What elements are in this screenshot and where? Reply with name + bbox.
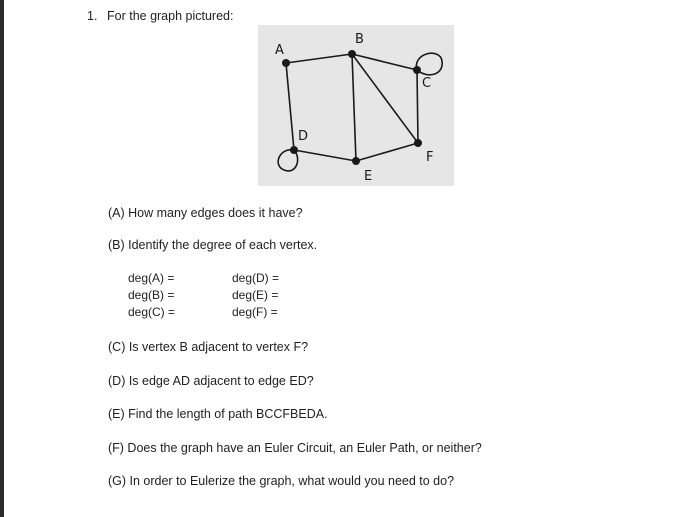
vertex-c bbox=[413, 66, 421, 74]
label-b: B bbox=[355, 32, 364, 47]
question-prompt: For the graph pictured: bbox=[107, 9, 234, 23]
label-e: E bbox=[364, 169, 373, 184]
label-f: F bbox=[426, 150, 434, 165]
part-g: (G) In order to Eulerize the graph, what would you need to do? bbox=[108, 474, 455, 488]
edge-de bbox=[294, 150, 356, 161]
label-c: C bbox=[422, 76, 432, 91]
deg-a: deg(A) = bbox=[128, 271, 175, 285]
part-d: (D) Is edge AD adjacent to edge ED? bbox=[108, 374, 314, 388]
label-a: A bbox=[275, 43, 284, 58]
vertex-b bbox=[348, 50, 356, 58]
left-border bbox=[0, 0, 4, 517]
graph-drawing bbox=[258, 25, 454, 186]
deg-b: deg(B) = bbox=[128, 288, 175, 302]
part-f: (F) Does the graph have an Euler Circuit, an Euler Path, or neither? bbox=[108, 441, 482, 455]
deg-e: deg(E) = bbox=[232, 288, 279, 302]
part-b: (B) Identify the degree of each vertex. bbox=[108, 238, 318, 252]
edge-ab bbox=[286, 54, 352, 63]
edge-ef bbox=[356, 143, 418, 161]
deg-c: deg(C) = bbox=[128, 305, 176, 319]
vertex-e bbox=[352, 157, 360, 165]
part-e: (E) Find the length of path BCCFBEDA. bbox=[108, 407, 328, 421]
edge-be bbox=[352, 54, 356, 161]
part-c: (C) Is vertex B adjacent to vertex F? bbox=[108, 340, 309, 354]
edge-ad bbox=[286, 63, 294, 150]
vertex-a bbox=[282, 59, 290, 67]
part-a: (A) How many edges does it have? bbox=[108, 206, 303, 220]
label-d: D bbox=[298, 129, 309, 144]
edge-cf bbox=[417, 70, 418, 143]
deg-d: deg(D) = bbox=[232, 271, 280, 285]
question-number: 1. bbox=[87, 9, 98, 23]
vertex-f bbox=[414, 139, 422, 147]
vertex-d bbox=[290, 146, 298, 154]
degree-list-left bbox=[128, 270, 175, 321]
question-header bbox=[87, 9, 233, 23]
deg-f: deg(F) = bbox=[232, 305, 278, 319]
degree-list-right bbox=[232, 270, 279, 321]
graph-figure bbox=[258, 25, 454, 186]
